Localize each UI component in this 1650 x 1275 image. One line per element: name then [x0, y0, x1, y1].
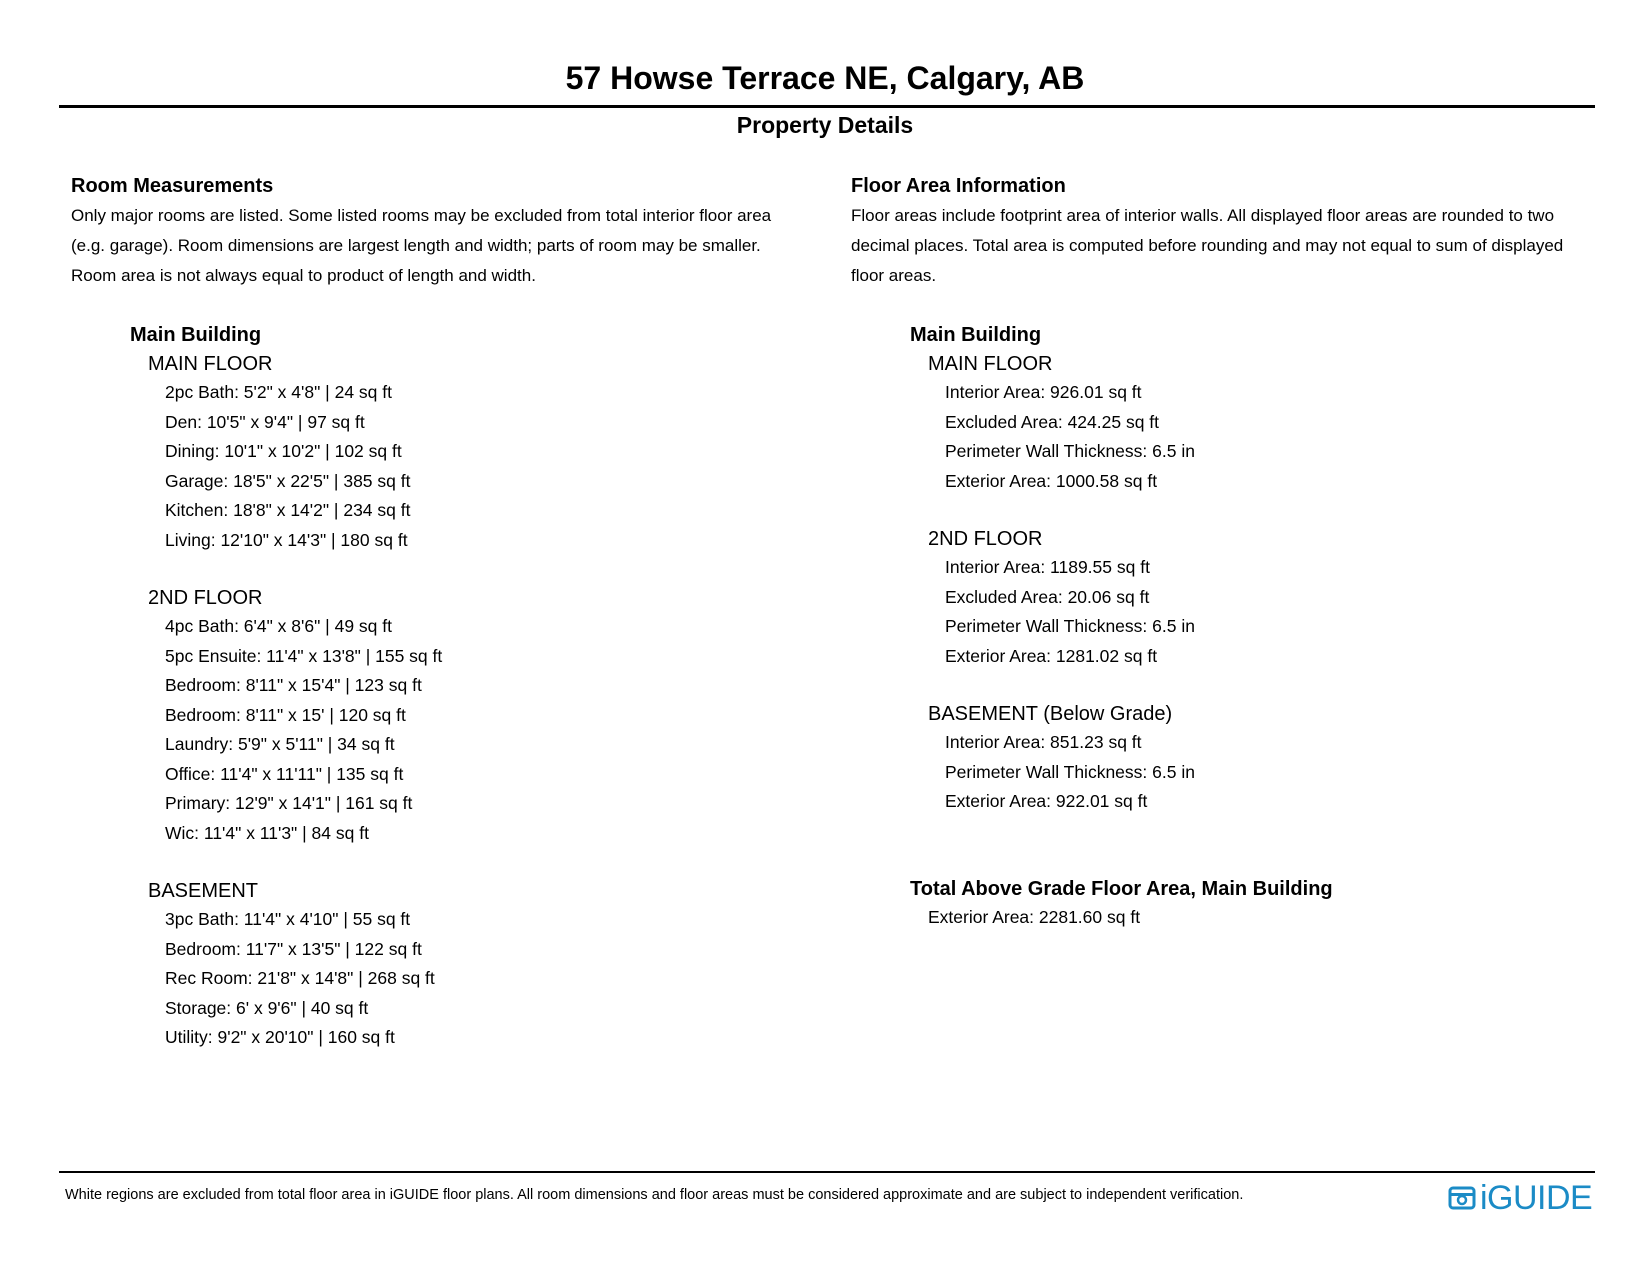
room-item: Bedroom: 8'11" x 15'4" | 123 sq ft [165, 675, 422, 695]
area-item: Interior Area: 851.23 sq ft [945, 732, 1142, 752]
area-item: Excluded Area: 424.25 sq ft [945, 411, 1160, 432]
page-title: 57 Howse Terrace NE, Calgary, AB [565, 60, 1085, 96]
room-measurements-description [71, 201, 811, 291]
room-item: Dining: 10'1" x 10'2" | 102 sq ft [165, 441, 402, 461]
room-item: Kitchen: 18'8" x 14'2" | 234 sq ft [165, 500, 411, 520]
room-item: Storage: 6' x 9'6" | 40 sq ft [165, 997, 369, 1018]
description-line: floor areas. [851, 266, 937, 285]
room-item: Garage: 18'5" x 22'5" | 385 sq ft [165, 470, 411, 491]
floor-area-description [851, 201, 1611, 291]
total-area-heading: Total Above Grade Floor Area, Main Building [910, 877, 1333, 900]
area-item: Excluded Area: 20.06 sq ft [945, 586, 1150, 607]
page-subtitle: Property Details [736, 112, 914, 138]
floor-heading: BASEMENT (Below Grade) [928, 703, 1173, 725]
area-item: Exterior Area: 1000.58 sq ft [945, 470, 1158, 491]
description-line: Floor areas include footprint area of interior walls. All displayed floor areas are rounded to two [851, 206, 1555, 225]
room-item: 3pc Bath: 11'4" x 4'10" | 55 sq ft [165, 909, 411, 929]
floor-area-heading: Floor Area Information [851, 175, 1066, 197]
area-item: Interior Area: 1189.55 sq ft [945, 557, 1150, 577]
room-measurements-section [71, 172, 811, 1053]
room-item: 5pc Ensuite: 11'4" x 13'8" | 155 sq ft [165, 645, 443, 666]
room-item: Laundry: 5'9" x 5'11" | 34 sq ft [165, 734, 395, 754]
floor-heading: MAIN FLOOR [148, 353, 273, 375]
room-item: Den: 10'5" x 9'4" | 97 sq ft [165, 411, 365, 432]
floor-heading: 2ND FLOOR [148, 587, 263, 609]
floor-heading: MAIN FLOOR [928, 353, 1053, 375]
top-divider [59, 105, 1595, 108]
room-item: Office: 11'4" x 11'11" | 135 sq ft [165, 763, 404, 784]
area-item: Perimeter Wall Thickness: 6.5 in [945, 441, 1195, 461]
room-item: 4pc Bath: 6'4" x 8'6" | 49 sq ft [165, 616, 392, 636]
room-measurements-heading: Room Measurements [71, 175, 274, 197]
room-item: Primary: 12'9" x 14'1" | 161 sq ft [165, 793, 413, 813]
room-item: Rec Room: 21'8" x 14'8" | 268 sq ft [165, 968, 435, 988]
area-item: Exterior Area: 1281.02 sq ft [945, 645, 1158, 666]
room-item: Bedroom: 11'7" x 13'5" | 122 sq ft [165, 938, 422, 959]
room-item: Wic: 11'4" x 11'3" | 84 sq ft [165, 822, 369, 843]
room-item: Bedroom: 8'11" x 15' | 120 sq ft [165, 704, 406, 725]
area-item: Perimeter Wall Thickness: 6.5 in [945, 616, 1195, 636]
footer-disclaimer: White regions are excluded from total floor area in iGUIDE floor plans. All room dimensions and floor areas must be considered approximate and are subject to independent verification. [65, 1187, 1244, 1203]
iguide-logo [1448, 1180, 1592, 1216]
description-line: Room area is not always equal to product of length and width. [71, 266, 536, 285]
floor-area-section [851, 172, 1611, 932]
description-line: Only major rooms are listed. Some listed rooms may be excluded from total interior floor area [71, 206, 772, 225]
bottom-divider [59, 1171, 1595, 1173]
building-heading: Main Building [910, 324, 1042, 346]
area-item: Perimeter Wall Thickness: 6.5 in [945, 761, 1195, 782]
room-item: Utility: 9'2" x 20'10" | 160 sq ft [165, 1027, 395, 1047]
total-area-value: Exterior Area: 2281.60 sq ft [928, 906, 1141, 927]
room-item: Living: 12'10" x 14'3" | 180 sq ft [165, 529, 408, 550]
room-item: 2pc Bath: 5'2" x 4'8" | 24 sq ft [165, 382, 392, 402]
area-item: Interior Area: 926.01 sq ft [945, 382, 1142, 402]
iguide-logo-icon [1448, 1184, 1476, 1212]
description-line: decimal places. Total area is computed before rounding and may not equal to sum of displayed [851, 236, 1564, 255]
floor-heading: 2ND FLOOR [928, 528, 1043, 550]
description-line: (e.g. garage). Room dimensions are largest length and width; parts of room may be smaller. [71, 236, 761, 255]
iguide-logo-text: iGUIDE [1480, 1179, 1593, 1217]
floor-heading: BASEMENT [148, 880, 259, 902]
area-item: Exterior Area: 922.01 sq ft [945, 791, 1148, 811]
building-heading: Main Building [130, 324, 262, 346]
